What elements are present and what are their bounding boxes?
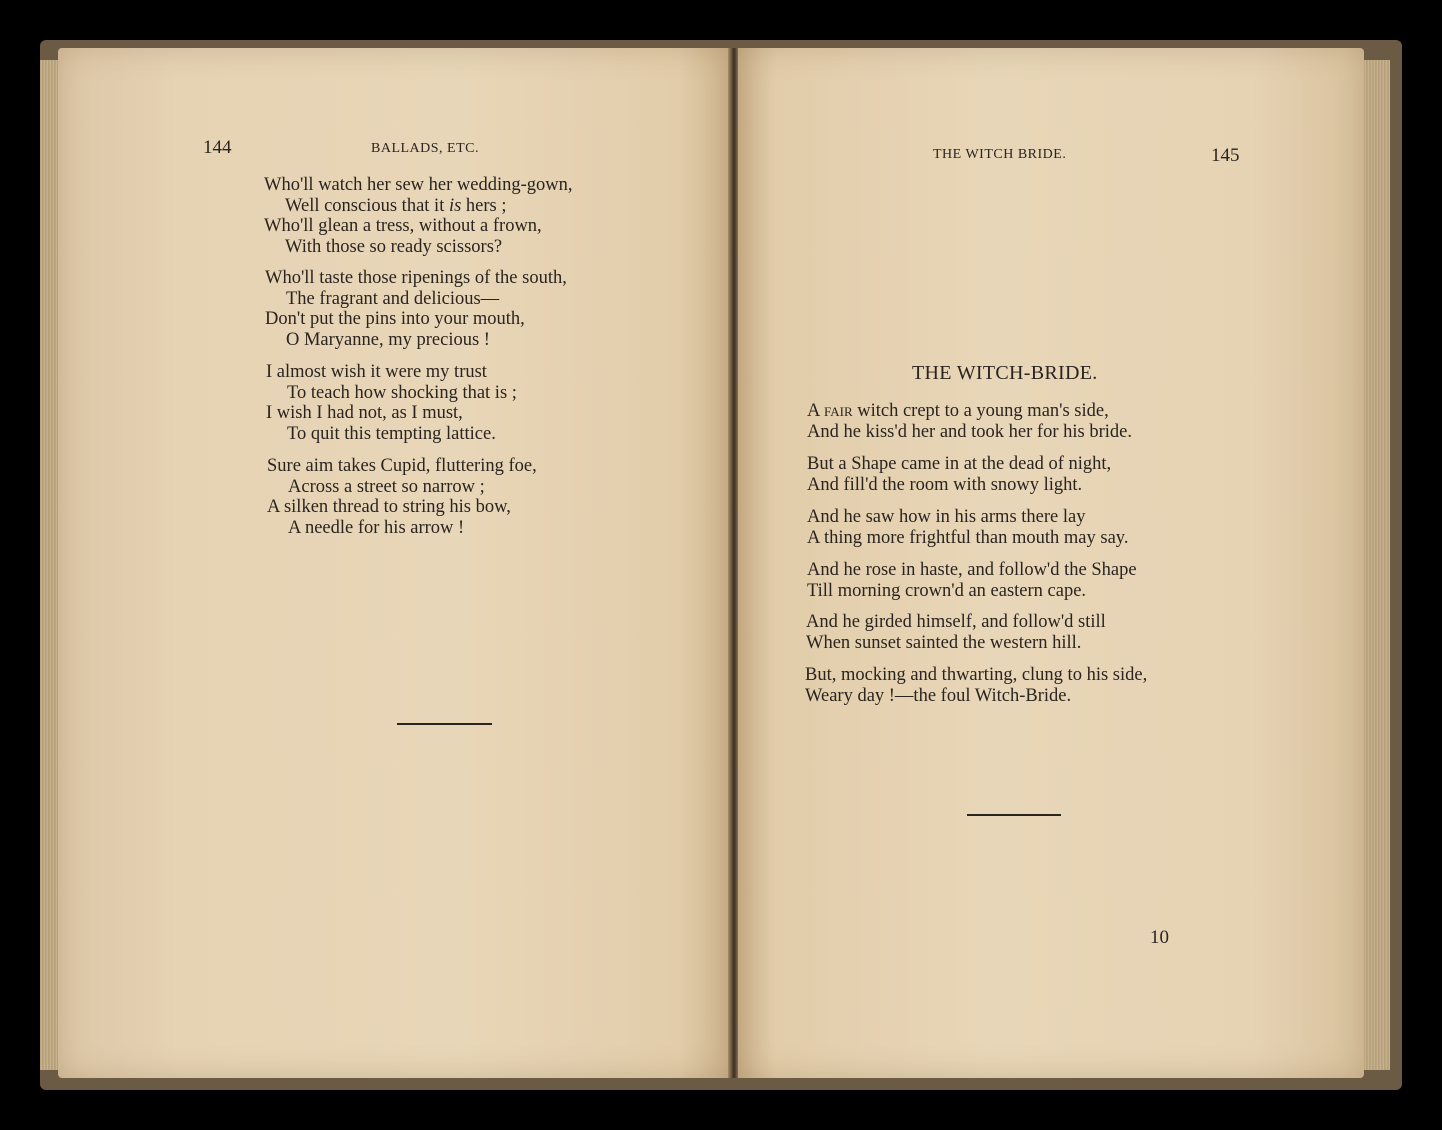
end-rule (397, 723, 492, 725)
verse-line: I wish I had not, as I must, (266, 403, 463, 423)
verse-line (807, 401, 1132, 422)
right-page-number: 145 (1211, 145, 1240, 166)
right-stanza-1 (807, 401, 1132, 442)
right-stanza-5 (806, 612, 1106, 653)
verse-line: A silken thread to string his bow, (267, 497, 511, 517)
verse-line: And he kiss'd her and took her for his bride. (807, 421, 1132, 442)
left-stanza-3 (266, 362, 517, 444)
left-stanza-4 (267, 456, 537, 538)
verse-line: Don't put the pins into your mouth, (265, 309, 525, 329)
verse-line: And he rose in haste, and follow'd the Shape (807, 560, 1137, 580)
right-running-head: THE WITCH BRIDE. (933, 147, 1067, 162)
verse-line: And he saw how in his arms there lay (807, 507, 1086, 527)
verse-line: With those so ready scissors? (285, 236, 503, 257)
verse-text: Well conscious that it (285, 195, 449, 216)
verse-line: Till morning crown'd an eastern cape. (807, 580, 1087, 601)
verse-line: But, mocking and thwarting, clung to his side, (805, 665, 1148, 685)
verse-line (264, 196, 573, 217)
smallcaps-word: fair (823, 401, 853, 421)
verse-line: To quit this tempting lattice. (287, 423, 496, 444)
verse-line: But a Shape came in at the dead of night, (807, 454, 1112, 474)
verse-line: A needle for his arrow ! (288, 517, 465, 538)
right-stanza-2 (807, 454, 1111, 495)
verse-line: Who'll watch her sew her wedding-gown, (264, 175, 573, 195)
left-stanza-2 (265, 268, 567, 350)
verse-line: Who'll glean a tress, without a frown, (264, 216, 542, 236)
verse-line: To teach how shocking that is ; (287, 382, 517, 403)
verse-text: A (807, 401, 824, 421)
verse-line: Who'll taste those ripenings of the south, (265, 268, 567, 288)
verse-line: Sure aim takes Cupid, fluttering foe, (267, 456, 537, 476)
verse-line: O Maryanne, my precious ! (286, 329, 490, 350)
left-running-head: BALLADS, ETC. (371, 141, 479, 156)
verse-emphasis: is (448, 195, 462, 216)
verse-text: witch crept to a young man's side, (857, 401, 1109, 421)
signature-mark: 10 (1150, 927, 1169, 948)
verse-line: When sunset sainted the western hill. (806, 632, 1082, 653)
left-page-number: 144 (203, 137, 232, 158)
right-stanza-6 (805, 665, 1147, 706)
verse-line: Weary day !—the foul Witch-Bride. (805, 685, 1072, 706)
right-stanza-3 (807, 507, 1128, 548)
poem-title: THE WITCH-BRIDE. (912, 362, 1098, 384)
right-stanza-4 (807, 560, 1137, 601)
verse-line: The fragrant and delicious— (286, 288, 500, 309)
verse-line: A thing more frightful than mouth may say. (807, 527, 1129, 548)
right-page-edges (1364, 60, 1390, 1070)
verse-line: And he girded himself, and follow'd still (806, 612, 1106, 632)
verse-line: Across a street so narrow ; (288, 476, 485, 497)
verse-line: And fill'd the room with snowy light. (807, 474, 1083, 495)
left-stanza-1 (264, 175, 573, 257)
verse-text: hers ; (461, 195, 507, 216)
verse-line: I almost wish it were my trust (266, 362, 487, 382)
end-rule (967, 814, 1061, 816)
